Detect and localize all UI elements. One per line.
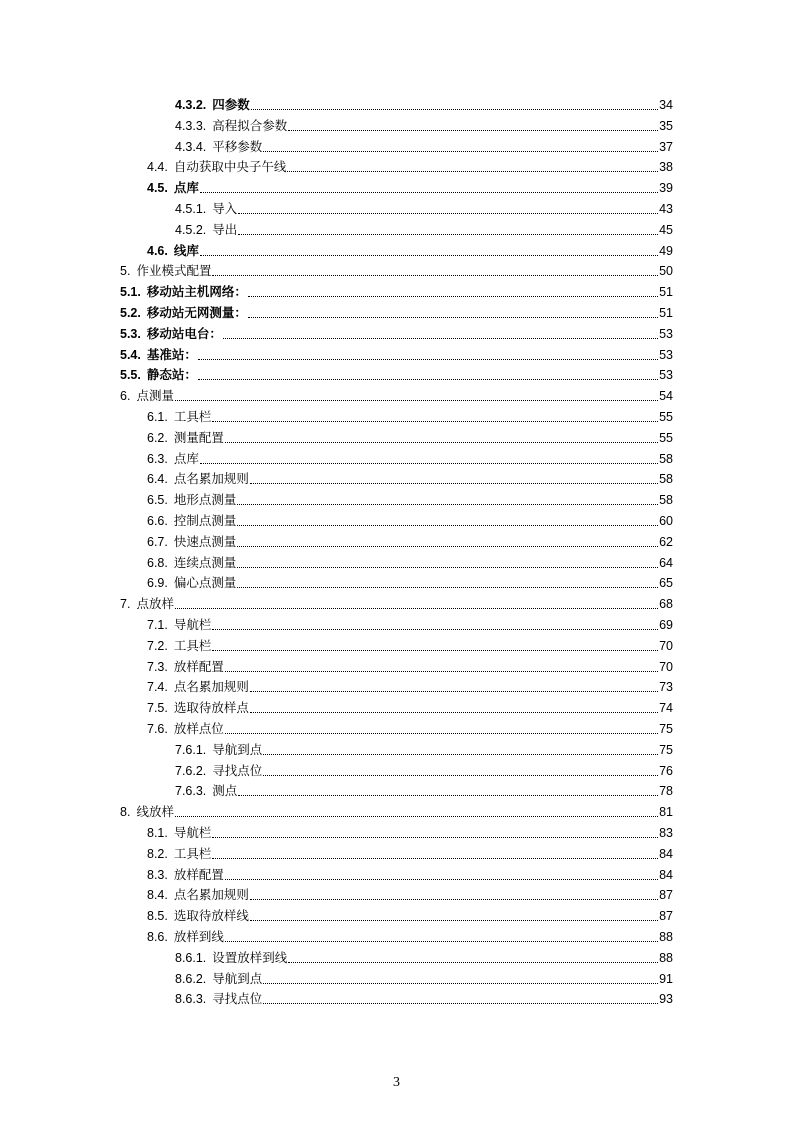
toc-entry[interactable] <box>120 261 673 281</box>
toc-entry-title: 高程拟合参数 <box>212 118 288 133</box>
toc-entry-number: 7.1. <box>147 618 168 632</box>
toc-entry-number: 8.6.2. <box>175 971 207 986</box>
toc-dot-leader <box>238 212 658 214</box>
toc-entry[interactable] <box>147 865 673 885</box>
toc-dot-leader <box>225 670 658 672</box>
toc-dot-leader <box>198 378 658 380</box>
toc-entry-title: 寻找点位 <box>212 992 263 1007</box>
toc-entry[interactable] <box>147 178 673 198</box>
toc-dot-leader <box>225 878 658 880</box>
toc-entry-page: 88 <box>659 950 673 965</box>
toc-entry-title: 导出 <box>212 222 238 237</box>
toc-entry-number: 7.4. <box>147 680 168 695</box>
toc-entry-number: 7.6.2. <box>175 763 207 778</box>
toc-entry[interactable] <box>120 345 673 365</box>
toc-entry-title: 线库 <box>173 243 199 258</box>
toc-entry-title: 工具栏 <box>173 846 212 861</box>
toc-entry[interactable] <box>147 428 673 448</box>
toc-entry[interactable] <box>147 698 673 718</box>
toc-dot-leader <box>263 753 658 755</box>
toc-entry-page: 62 <box>659 534 673 549</box>
toc-entry[interactable] <box>175 137 673 157</box>
toc-dot-leader <box>212 420 658 422</box>
toc-dot-leader <box>263 150 658 152</box>
toc-entry[interactable] <box>147 636 673 656</box>
toc-entry[interactable] <box>120 303 673 323</box>
toc-dot-leader <box>212 274 658 276</box>
toc-dot-leader <box>237 586 658 588</box>
toc-entry[interactable] <box>147 449 673 469</box>
toc-entry-title: 放样到线 <box>173 930 224 944</box>
toc-entry-number: 7.6.1. <box>175 742 207 757</box>
toc-entry-number: 5.3. <box>120 326 141 341</box>
toc-entry-page: 70 <box>659 659 673 674</box>
toc-entry-page: 51 <box>659 285 673 300</box>
toc-entry-page: 58 <box>659 451 673 466</box>
toc-entry-page: 91 <box>659 971 673 986</box>
toc-entry-page: 53 <box>659 368 673 383</box>
toc-entry[interactable] <box>120 386 673 406</box>
toc-entry-page: 93 <box>659 992 673 1007</box>
toc-entry-number: 5.1. <box>120 285 141 300</box>
toc-entry[interactable] <box>147 823 673 843</box>
toc-entry-title: 自动获取中央子午线 <box>173 160 287 175</box>
toc-entry-number: 4.3.2. <box>175 98 207 112</box>
toc-dot-leader <box>287 170 658 172</box>
toc-entry[interactable] <box>147 407 673 427</box>
toc-entry-title: 寻找点位 <box>212 763 263 778</box>
toc-entry-number: 4.5.2. <box>175 222 207 237</box>
toc-entry-title: 工具栏 <box>173 410 212 424</box>
toc-entry-title: 导入 <box>212 202 238 216</box>
toc-dot-leader <box>250 482 658 484</box>
toc-dot-leader <box>175 815 658 817</box>
toc-entry[interactable] <box>147 657 673 677</box>
toc-entry-title: 导航栏 <box>173 618 212 632</box>
toc-entry[interactable] <box>120 594 673 614</box>
toc-dot-leader <box>263 774 658 776</box>
toc-entry-page: 81 <box>659 805 673 820</box>
toc-entry-number: 5.4. <box>120 347 141 362</box>
toc-dot-leader <box>200 462 658 464</box>
toc-dot-leader <box>250 898 658 900</box>
toc-entry[interactable] <box>175 740 673 760</box>
toc-dot-leader <box>250 919 658 921</box>
toc-entry-title: 工具栏 <box>173 638 212 653</box>
toc-dot-leader <box>225 940 658 942</box>
toc-entry-page: 49 <box>659 243 673 258</box>
toc-entry[interactable] <box>147 573 673 593</box>
toc-entry-page: 58 <box>659 493 673 508</box>
toc-entry-title: 四参数 <box>212 98 250 112</box>
toc-entry-page: 55 <box>659 410 673 424</box>
toc-dot-leader <box>175 607 658 609</box>
toc-entry-number: 8.3. <box>147 867 168 882</box>
toc-entry-number: 6.2. <box>147 430 168 445</box>
toc-entry-title: 选取待放样线 <box>173 909 249 924</box>
toc-dot-leader <box>237 524 658 526</box>
toc-entry[interactable] <box>147 885 673 905</box>
toc-dot-leader <box>212 628 658 630</box>
toc-entry-title: 线放样 <box>136 805 174 820</box>
toc-entry-number: 6.3. <box>147 451 168 466</box>
toc-entry[interactable] <box>147 615 673 635</box>
toc-entry-number: 6.5. <box>147 493 168 508</box>
toc-entry-title: 静态站： <box>146 368 197 383</box>
toc-entry-number: 8.6.3. <box>175 992 207 1007</box>
toc-entry-title: 测点 <box>212 784 238 799</box>
toc-entry[interactable] <box>147 927 673 947</box>
toc-dot-leader <box>225 441 658 443</box>
toc-entry[interactable] <box>175 220 673 240</box>
toc-entry-title: 放样配置 <box>173 867 224 882</box>
toc-entry-title: 导航到点 <box>212 742 263 757</box>
toc-entry-title: 选取待放样点 <box>173 701 249 716</box>
toc-entry-title: 作业模式配置 <box>136 264 212 279</box>
toc-entry-page: 75 <box>659 742 673 757</box>
toc-dot-leader <box>263 1002 658 1004</box>
toc-entry[interactable] <box>120 802 673 822</box>
toc-entry-number: 8. <box>120 805 131 820</box>
toc-entry-page: 87 <box>659 888 673 903</box>
toc-entry-page: 68 <box>659 597 673 612</box>
toc-entry-title: 点名累加规则 <box>173 888 249 903</box>
toc-entry-number: 5.5. <box>120 368 141 383</box>
toc-entry[interactable] <box>147 241 673 261</box>
toc-entry-number: 5.2. <box>120 306 141 320</box>
toc-dot-leader <box>237 566 658 568</box>
toc-entry-page: 39 <box>659 181 673 196</box>
toc-entry-number: 6.1. <box>147 410 168 424</box>
toc-dot-leader <box>250 690 658 692</box>
toc-dot-leader <box>175 399 658 401</box>
toc-entry-page: 55 <box>659 430 673 445</box>
toc-entry-title: 点放样 <box>136 597 174 612</box>
toc-entry-page: 83 <box>659 826 673 840</box>
toc-dot-leader <box>223 337 658 339</box>
toc-entry[interactable] <box>175 761 673 781</box>
toc-entry-number: 8.2. <box>147 846 168 861</box>
toc-entry-page: 78 <box>659 784 673 799</box>
toc-entry-number: 6. <box>120 389 131 404</box>
toc-entry-number: 4.5.1. <box>175 202 207 216</box>
toc-entry-title: 连续点测量 <box>173 555 237 570</box>
toc-entry-page: 54 <box>659 389 673 404</box>
toc-entry-page: 51 <box>659 306 673 320</box>
toc-entry[interactable] <box>147 490 673 510</box>
toc-entry-page: 84 <box>659 846 673 861</box>
toc-entry-page: 87 <box>659 909 673 924</box>
toc-entry-number: 8.4. <box>147 888 168 903</box>
toc-dot-leader <box>225 732 658 734</box>
toc-entry-title: 测量配置 <box>173 430 224 445</box>
toc-entry-number: 7. <box>120 597 131 612</box>
toc-entry-title: 偏心点测量 <box>173 576 237 591</box>
toc-entry-page: 65 <box>659 576 673 591</box>
toc-entry-page: 37 <box>659 139 673 154</box>
toc-dot-leader <box>263 982 658 984</box>
toc-entry[interactable] <box>147 719 673 739</box>
toc-entry[interactable] <box>120 324 673 344</box>
toc-entry[interactable] <box>175 199 673 219</box>
toc-entry-title: 移动站电台： <box>146 326 222 341</box>
toc-entry-page: 70 <box>659 638 673 653</box>
toc-dot-leader <box>198 358 658 360</box>
toc-entry-number: 4.3.3. <box>175 118 207 133</box>
toc-dot-leader <box>200 254 658 256</box>
toc-entry-title: 点名累加规则 <box>173 472 249 487</box>
toc-entry-number: 6.7. <box>147 534 168 549</box>
toc-entry-page: 38 <box>659 160 673 175</box>
toc-entry[interactable] <box>147 844 673 864</box>
toc-dot-leader <box>288 961 658 963</box>
toc-entry-page: 88 <box>659 930 673 944</box>
toc-entry-title: 放样配置 <box>173 659 224 674</box>
toc-entry-number: 5. <box>120 264 131 279</box>
toc-entry-title: 平移参数 <box>212 139 263 154</box>
toc-entry[interactable] <box>175 95 673 115</box>
toc-entry-number: 8.6.1. <box>175 950 207 965</box>
toc-entry-page: 35 <box>659 118 673 133</box>
toc-entry-number: 7.2. <box>147 638 168 653</box>
toc-entry[interactable] <box>175 948 673 968</box>
toc-entry-page: 43 <box>659 202 673 216</box>
toc-dot-leader <box>248 295 658 297</box>
toc-dot-leader <box>288 129 658 131</box>
toc-entry-title: 设置放样到线 <box>212 950 288 965</box>
toc-entry-page: 53 <box>659 326 673 341</box>
toc-entry-number: 8.5. <box>147 909 168 924</box>
toc-entry-page: 60 <box>659 514 673 528</box>
toc-entry-number: 4.5. <box>147 181 168 196</box>
toc-entry-title: 控制点测量 <box>173 514 237 528</box>
toc-entry[interactable] <box>175 781 673 801</box>
toc-entry-page: 73 <box>659 680 673 695</box>
toc-dot-leader <box>200 191 658 193</box>
toc-dot-leader <box>238 233 658 235</box>
toc-entry-number: 7.5. <box>147 701 168 716</box>
toc-entry-title: 快速点测量 <box>173 534 237 549</box>
toc-entry[interactable] <box>147 532 673 552</box>
toc-entry-number: 7.6.3. <box>175 784 207 799</box>
toc-entry-number: 4.6. <box>147 243 168 258</box>
toc-entry-title: 点名累加规则 <box>173 680 249 695</box>
toc-entry-page: 76 <box>659 763 673 778</box>
toc-entry[interactable] <box>147 469 673 489</box>
toc-entry-page: 74 <box>659 701 673 716</box>
toc-entry-page: 53 <box>659 347 673 362</box>
toc-entry-title: 放样点位 <box>173 722 224 736</box>
page-number: 3 <box>393 1075 400 1090</box>
toc-entry-number: 4.3.4. <box>175 139 207 154</box>
toc-entry-title: 点测量 <box>136 389 174 404</box>
toc-dot-leader <box>251 108 658 110</box>
toc-entry-title: 点库 <box>173 181 199 196</box>
toc-entry-number: 8.1. <box>147 826 168 840</box>
toc-dot-leader <box>237 503 658 505</box>
toc-dot-leader <box>238 794 658 796</box>
toc-entry-page: 69 <box>659 618 673 632</box>
toc-entry[interactable] <box>175 989 673 1009</box>
toc-entry[interactable] <box>147 677 673 697</box>
toc-entry-page: 84 <box>659 867 673 882</box>
toc-entry[interactable] <box>120 282 673 302</box>
toc-entry-title: 基准站： <box>146 347 197 362</box>
toc-dot-leader <box>237 545 658 547</box>
toc-entry-title: 地形点测量 <box>173 493 237 508</box>
toc-entry-number: 6.4. <box>147 472 168 487</box>
toc-entry[interactable] <box>175 969 673 989</box>
toc-entry-number: 7.3. <box>147 659 168 674</box>
toc-entry[interactable] <box>147 553 673 573</box>
toc-entry-title: 导航到点 <box>212 971 263 986</box>
toc-dot-leader <box>248 316 658 318</box>
toc-entry[interactable] <box>175 116 673 136</box>
toc-entry[interactable] <box>147 906 673 926</box>
toc-entry-title: 移动站主机网络： <box>146 285 247 300</box>
toc-entry[interactable] <box>147 157 673 177</box>
toc-entry-page: 75 <box>659 722 673 736</box>
toc-entry-page: 50 <box>659 264 673 279</box>
toc-entry-number: 6.8. <box>147 555 168 570</box>
toc-entry-number: 4.4. <box>147 160 168 175</box>
toc-entry-number: 6.6. <box>147 514 168 528</box>
toc-entry-page: 45 <box>659 222 673 237</box>
toc-entry[interactable] <box>147 511 673 531</box>
toc-dot-leader <box>212 649 658 651</box>
toc-entry-number: 8.6. <box>147 930 168 944</box>
toc-entry-title: 点库 <box>173 451 199 466</box>
toc-entry-page: 64 <box>659 555 673 570</box>
toc-entry-number: 7.6. <box>147 722 168 736</box>
toc-entry[interactable] <box>120 365 673 385</box>
toc-dot-leader <box>212 857 658 859</box>
toc-entry-title: 导航栏 <box>173 826 212 840</box>
toc-dot-leader <box>250 711 658 713</box>
toc-entry-page: 34 <box>659 98 673 112</box>
toc-entry-title: 移动站无网测量： <box>146 306 247 320</box>
toc-dot-leader <box>212 836 658 838</box>
toc-entry-number: 6.9. <box>147 576 168 591</box>
toc-entry-page: 58 <box>659 472 673 487</box>
